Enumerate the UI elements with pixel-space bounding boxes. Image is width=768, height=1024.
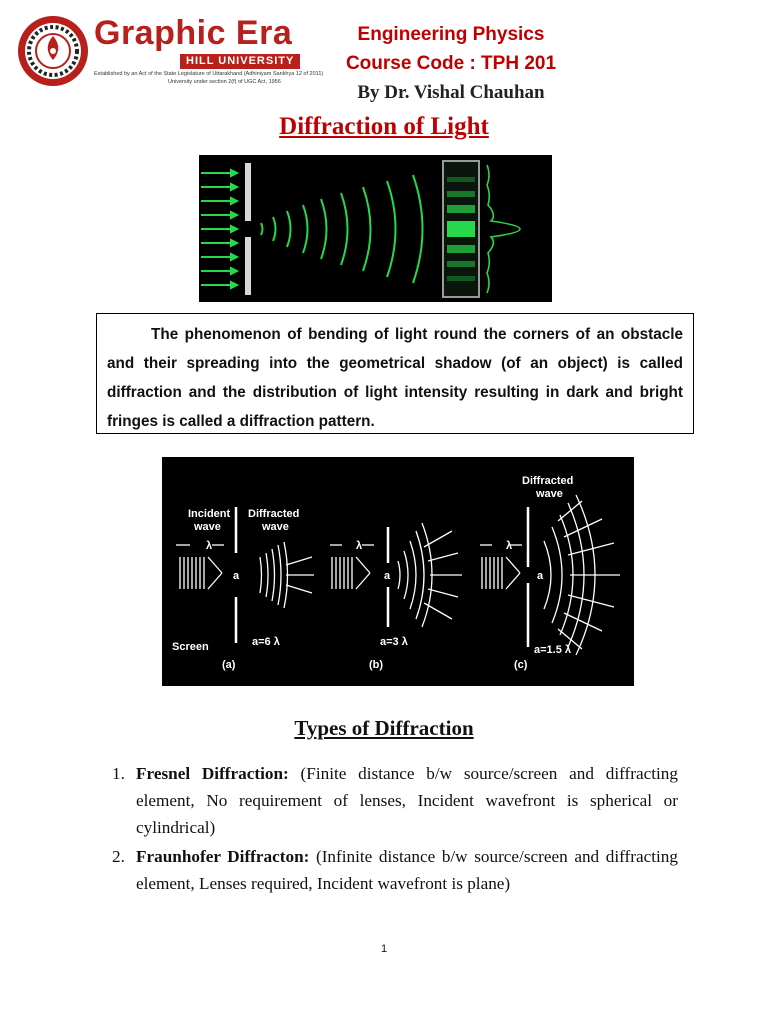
- university-name: Graphic Era: [94, 14, 293, 52]
- panel-a-label: (a): [222, 659, 236, 671]
- types-heading: Types of Diffraction: [294, 716, 474, 740]
- lambda-b-label: λ: [356, 540, 363, 552]
- diffracted-wave-label-2: wave: [262, 521, 289, 533]
- types-list: [112, 760, 678, 899]
- university-ugc-note: University under section 2(f) of UGC Act, 1956: [168, 79, 281, 85]
- university-brand: [94, 14, 324, 90]
- slit-width-diffraction-figure: [162, 457, 634, 686]
- page-number: 1: [380, 943, 388, 955]
- lambda-c-label: λ: [506, 540, 513, 552]
- single-slit-diffraction-figure: [199, 155, 552, 302]
- incident-wave-label-1: Incident: [188, 508, 231, 520]
- slit-b-label: a: [384, 570, 391, 582]
- condition-c-label: a=1.5 λ: [534, 644, 572, 656]
- course-header: [326, 20, 576, 78]
- list-number: 1.: [112, 764, 125, 783]
- condition-a-label: a=6 λ: [252, 636, 280, 648]
- diffracted-wave-c-label-2: wave: [536, 488, 563, 500]
- slit-c-label: a: [537, 570, 544, 582]
- panel-c-label: (c): [514, 659, 528, 671]
- definition-box: [96, 313, 694, 434]
- list-item: [112, 843, 678, 897]
- diffracted-wave-c-label-1: Diffracted: [522, 475, 574, 487]
- incident-wave-label-2: wave: [194, 521, 221, 533]
- list-item: [112, 760, 678, 841]
- list-term: Fresnel Diffraction:: [136, 764, 289, 783]
- course-name: Engineering Physics: [357, 24, 545, 45]
- list-description: (Infinite distance b/w source/screen and diffracting element, Lenses required, Incident wavefront is plane): [136, 847, 678, 893]
- university-subtitle: HILL UNIVERSITY: [180, 54, 300, 69]
- course-code: Course Code : TPH 201: [345, 53, 557, 74]
- slit-a-label: a: [233, 570, 240, 582]
- condition-b-label: a=3 λ: [380, 636, 408, 648]
- panel-b-label: (b): [369, 659, 384, 671]
- diffracted-wave-label-1: Diffracted: [248, 508, 300, 520]
- author-line: By Dr. Vishal Chauhan: [357, 82, 545, 103]
- list-number: 2.: [112, 847, 125, 866]
- list-description: (Finite distance b/w source/screen and diffracting element, No requirement of lenses, Incident wavefront is spherical or cylindrical): [136, 764, 678, 837]
- university-established-note: Established by an Act of the State Legislature of Uttarakhand (Adhiniyam Sankhya 12 of 2011): [94, 71, 324, 77]
- list-term: Fraunhofer Diffracton:: [136, 847, 310, 866]
- university-seal-logo: [16, 14, 90, 88]
- lambda-a-label: λ: [206, 540, 213, 552]
- definition-text: The phenomenon of bending of light round the corners of an obstacle and their spreading into the geometrical shadow (of an object) is called diffraction and the distribution of light intensity resulting in dark and bright fringes is called a diffraction pattern.: [107, 326, 683, 430]
- screen-label: Screen: [172, 641, 209, 653]
- page-title: Diffraction of Light: [279, 113, 489, 140]
